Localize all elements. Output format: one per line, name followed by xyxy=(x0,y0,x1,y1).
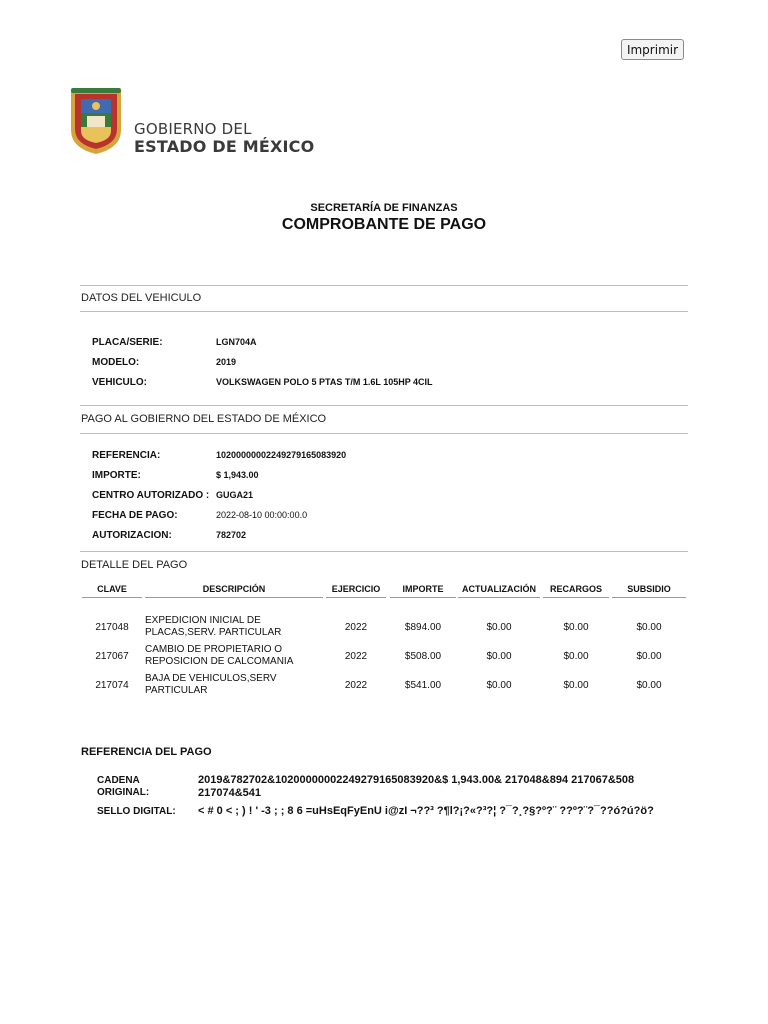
col-header-descripcion: DESCRIPCIÓN xyxy=(202,584,266,594)
secretaria-subtitle: SECRETARÍA DE FINANZAS xyxy=(310,202,458,214)
col-header-importe: IMPORTE xyxy=(402,584,444,594)
sello-digital-value: < # 0 < ; ) ! ' -3 ; ; 8 6 =uHsEqFyEnU i@zI ¬??³ ?¶l?¡?«?³?¦ ?¯?¸?§?º?¨ ??º?¨?¯??ó?ú?ö? xyxy=(198,805,654,817)
cell-descripcion: CAMBIO DE PROPIETARIO O REPOSICION DE CALCOMANIA xyxy=(145,644,294,667)
centro-value: GUGA21 xyxy=(216,490,254,500)
cell-actualizacion: $0.00 xyxy=(486,622,512,633)
vehiculo-label: VEHICULO: xyxy=(92,377,147,388)
cadena-original-value: 2019&782702&10200000002249279165083920&$ 1,943.00& 217048&894 217067&508 217074&541 xyxy=(198,774,635,799)
header-underline xyxy=(612,597,686,598)
col-header-clave: CLAVE xyxy=(97,584,127,594)
header-underline xyxy=(543,597,609,598)
cell-ejercicio: 2022 xyxy=(344,622,368,633)
cell-recargos: $0.00 xyxy=(563,622,589,633)
cell-ejercicio: 2022 xyxy=(344,651,368,662)
referencia-label: REFERENCIA: xyxy=(92,450,161,461)
modelo-value: 2019 xyxy=(216,357,237,367)
header-underline xyxy=(326,597,386,598)
header-underline xyxy=(458,597,540,598)
header-underline xyxy=(145,597,323,598)
print-button[interactable]: Imprimir xyxy=(621,39,684,60)
fecha-value: 2022-08-10 00:00:00.0 xyxy=(216,510,308,520)
divider xyxy=(80,285,688,286)
cadena-original-label: CADENA ORIGINAL: xyxy=(97,775,150,798)
col-header-ejercicio: EJERCICIO xyxy=(331,584,381,594)
cell-clave: 217048 xyxy=(95,622,129,633)
vehiculo-section-title: DATOS DEL VEHICULO xyxy=(81,292,202,304)
col-header-recargos: RECARGOS xyxy=(549,584,602,594)
cell-descripcion: EXPEDICION INICIAL DE PLACAS,SERV. PARTICULAR xyxy=(145,615,282,638)
cell-recargos: $0.00 xyxy=(563,651,589,662)
referencia-pago-title: REFERENCIA DEL PAGO xyxy=(81,746,212,758)
cell-actualizacion: $0.00 xyxy=(486,680,512,691)
cell-clave: 217067 xyxy=(95,651,129,662)
header-underline xyxy=(390,597,456,598)
divider xyxy=(80,405,688,406)
header-underline xyxy=(82,597,142,598)
referencia-value: 10200000002249279165083920 xyxy=(216,450,347,460)
modelo-label: MODELO: xyxy=(92,357,140,368)
centro-label: CENTRO AUTORIZADO : xyxy=(92,490,210,501)
col-header-subsidio: SUBSIDIO xyxy=(627,584,671,594)
cell-subsidio: $0.00 xyxy=(636,651,662,662)
importe-value: $ 1,943.00 xyxy=(216,470,259,480)
importe-label: IMPORTE: xyxy=(92,470,141,481)
cell-clave: 217074 xyxy=(95,680,129,691)
autorizacion-label: AUTORIZACION: xyxy=(92,530,172,541)
government-name-line2: ESTADO DE MÉXICO xyxy=(134,137,315,156)
cell-actualizacion: $0.00 xyxy=(486,651,512,662)
state-seal-icon xyxy=(65,86,127,156)
vehiculo-value: VOLKSWAGEN POLO 5 PTAS T/M 1.6L 105HP 4CIL xyxy=(216,377,433,387)
detalle-section-title: DETALLE DEL PAGO xyxy=(81,559,188,571)
placa-value: LGN704A xyxy=(216,337,257,347)
government-name-line1: GOBIERNO DEL xyxy=(134,120,252,138)
cell-subsidio: $0.00 xyxy=(636,680,662,691)
sello-digital-label: SELLO DIGITAL: xyxy=(97,806,176,817)
cell-recargos: $0.00 xyxy=(563,680,589,691)
government-logo xyxy=(65,86,315,158)
cell-descripcion: BAJA DE VEHICULOS,SERV PARTICULAR xyxy=(145,673,277,696)
divider xyxy=(80,433,688,434)
divider xyxy=(80,551,688,552)
placa-label: PLACA/SERIE: xyxy=(92,337,163,348)
cell-importe: $541.00 xyxy=(404,680,442,691)
pago-section-title: PAGO AL GOBIERNO DEL ESTADO DE MÉXICO xyxy=(81,413,327,425)
document-title: COMPROBANTE DE PAGO xyxy=(281,216,487,233)
fecha-label: FECHA DE PAGO: xyxy=(92,510,178,521)
cell-importe: $508.00 xyxy=(404,651,442,662)
cell-importe: $894.00 xyxy=(404,622,442,633)
cell-subsidio: $0.00 xyxy=(636,622,662,633)
cell-ejercicio: 2022 xyxy=(344,680,368,691)
autorizacion-value: 782702 xyxy=(216,530,247,540)
divider xyxy=(80,311,688,312)
col-header-actualizacion: ACTUALIZACIÓN xyxy=(462,584,536,594)
